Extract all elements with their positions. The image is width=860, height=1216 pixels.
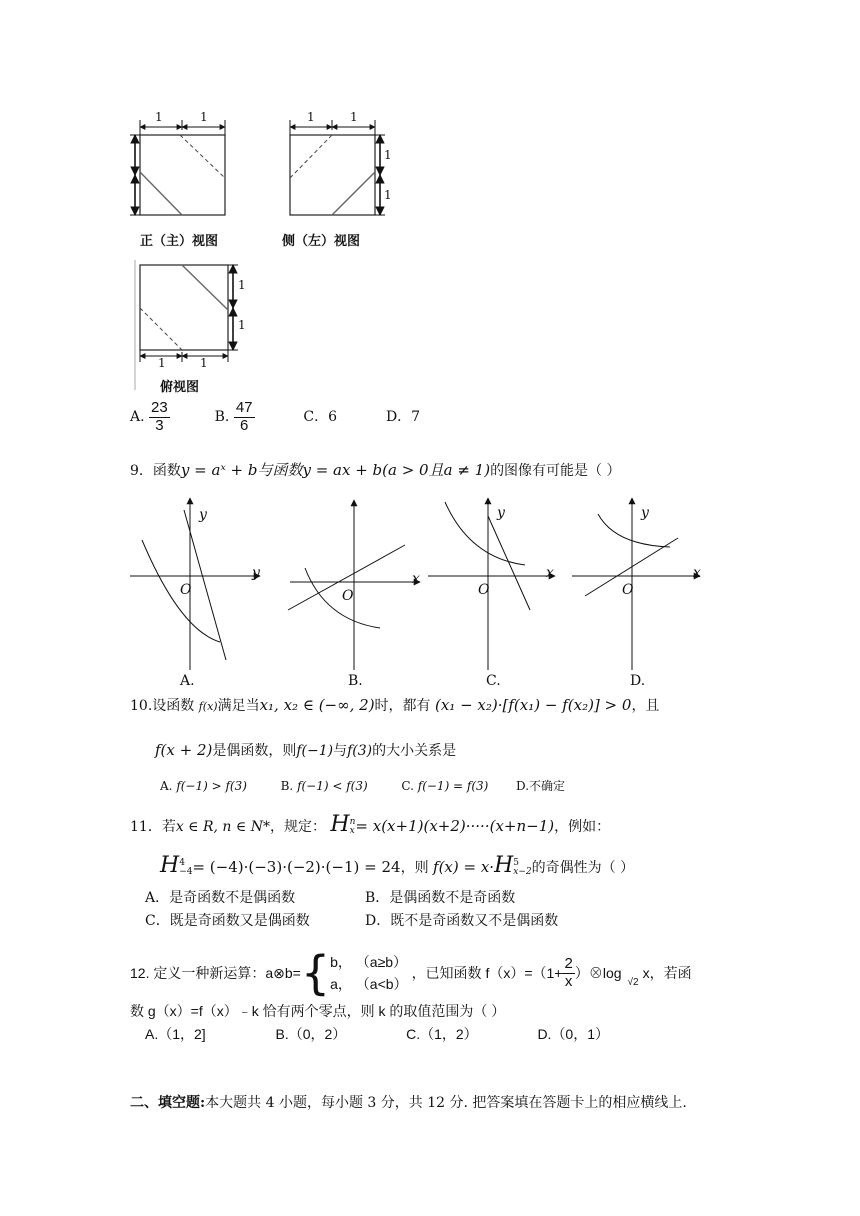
graph-c-y-label: y — [497, 505, 505, 521]
graph-b-x-label: x — [412, 571, 420, 587]
section-2-heading — [130, 1095, 687, 1112]
q9-question: 9．函数y = aˣ + b与函数y = ax + b(a > 0且a ≠ 1)的图像有可能是（ ） — [130, 461, 621, 479]
q12-line2: 数 g（x）=f（x）﹣k 恰有两个零点，则 k 的取值范围为（ ） — [130, 1003, 506, 1019]
graph-a-label: A. — [180, 673, 195, 689]
q10-line2: f(x + 2)是偶函数，则f(−1)与f(3)的大小关系是 — [155, 741, 457, 759]
top-dim-bottom-left: 1 — [158, 356, 166, 370]
side-dim-right-top: 1 — [384, 148, 392, 162]
top-dim-right-bottom: 1 — [238, 318, 246, 332]
front-view-caption: 正（主）视图 — [140, 234, 219, 249]
q12-case-2: a， （a<b） — [330, 976, 408, 992]
front-dim-top-right: 1 — [200, 110, 208, 124]
graph-b — [288, 500, 420, 670]
graph-d-origin: O — [622, 582, 634, 598]
q12-fraction: $\frac{2}{x}$ — [564, 955, 573, 990]
graph-b-origin: O — [342, 588, 354, 604]
graph-d-y-label: y — [641, 505, 649, 521]
q11-line2: H 4 −4 = (−4)·(−3)·(−2)·(−1) = 24，则 f(x) = x·H 5 x−2 的奇偶性为（ ） — [160, 853, 635, 878]
section-2-text: 本大题共 4 小题，每小题 3 分，共 12 分. 把答案填在答题卡上的相应横线上. — [205, 1095, 687, 1111]
graph-c-origin: O — [478, 582, 490, 598]
section-2-title: 二、填空题: — [130, 1095, 206, 1111]
top-view-caption: 俯视图 — [160, 380, 200, 395]
top-dim-bottom-right: 1 — [200, 356, 208, 370]
side-dim-right-bottom: 1 — [384, 188, 392, 202]
q8-option-c: C．6 — [303, 409, 338, 425]
side-dim-top-left: 1 — [307, 110, 315, 124]
q10-line1: 10.设函数 f(x)满足当x₁, x₂ ∈ (−∞, 2)时，都有 (x₁ − x₂)·[f(x₁) − f(x₂)] > 0，且 — [130, 696, 660, 714]
q11-option-d: D．既不是奇函数又不是偶函数 — [365, 913, 559, 929]
three-view-figure — [120, 100, 420, 400]
graph-a — [130, 498, 260, 670]
q12-case-1: b， （a≥b） — [330, 953, 408, 970]
q11-option-c: C．既是奇函数又是偶函数 — [145, 913, 310, 929]
q11-line1: 11．若x ∈ R, n ∈ N*，规定： H n x = x(x+1)(x+2)·····(x+n−1)，例如： — [130, 812, 611, 837]
q9-expression: y = aˣ + b与函数y = ax + b(a > 0且a ≠ 1) — [180, 461, 491, 479]
q12-line1: 12. 定义一种新运算：a⊗b= { b， （a≥b） a， （a<b） ，已知函数 f（x）=（1+ $\frac{2}{x}$ ）⊗log √2 x，若函 — [130, 946, 692, 1000]
top-dim-right-top: 1 — [238, 278, 246, 292]
front-view — [130, 120, 225, 215]
graph-d — [572, 498, 700, 670]
side-view — [290, 120, 385, 215]
graph-c-label: C. — [486, 673, 501, 689]
q12-options: A.（1，2] B.（0，2） C.（1，2） D.（0，1） — [145, 1026, 610, 1042]
graph-c — [428, 498, 555, 670]
top-view — [135, 260, 238, 390]
side-view-caption: 侧（左）视图 — [282, 234, 361, 249]
front-dim-top-left: 1 — [155, 110, 163, 124]
graph-a-origin: O — [180, 582, 192, 598]
q8-option-d: D．7 — [385, 409, 421, 425]
graph-c-x-label: x — [546, 565, 554, 581]
q8-option-a-label: A. — [130, 409, 145, 425]
q8-option-a-fraction: $\frac{23}{3}$ — [151, 399, 168, 434]
graph-b-label: B. — [348, 673, 363, 689]
side-dim-top-right: 1 — [350, 110, 358, 124]
q8-option-b-fraction: $\frac{47}{6}$ — [235, 399, 253, 434]
graph-a-x-label: y — [252, 565, 260, 581]
q10-options: A. f(−1) > f(3) B. f(−1) < f(3) C. f(−1) = f(3) D.不确定 — [160, 779, 566, 793]
graph-d-x-label: x — [693, 565, 701, 581]
q8-option-b-label: B. — [214, 409, 230, 425]
q11-option-b: B．是偶函数不是奇函数 — [365, 890, 516, 906]
q11-option-a: A．是奇函数不是偶函数 — [145, 890, 296, 906]
graph-d-label: D. — [630, 673, 646, 689]
q8-options — [130, 400, 420, 434]
graph-a-y-label: y — [199, 507, 207, 523]
